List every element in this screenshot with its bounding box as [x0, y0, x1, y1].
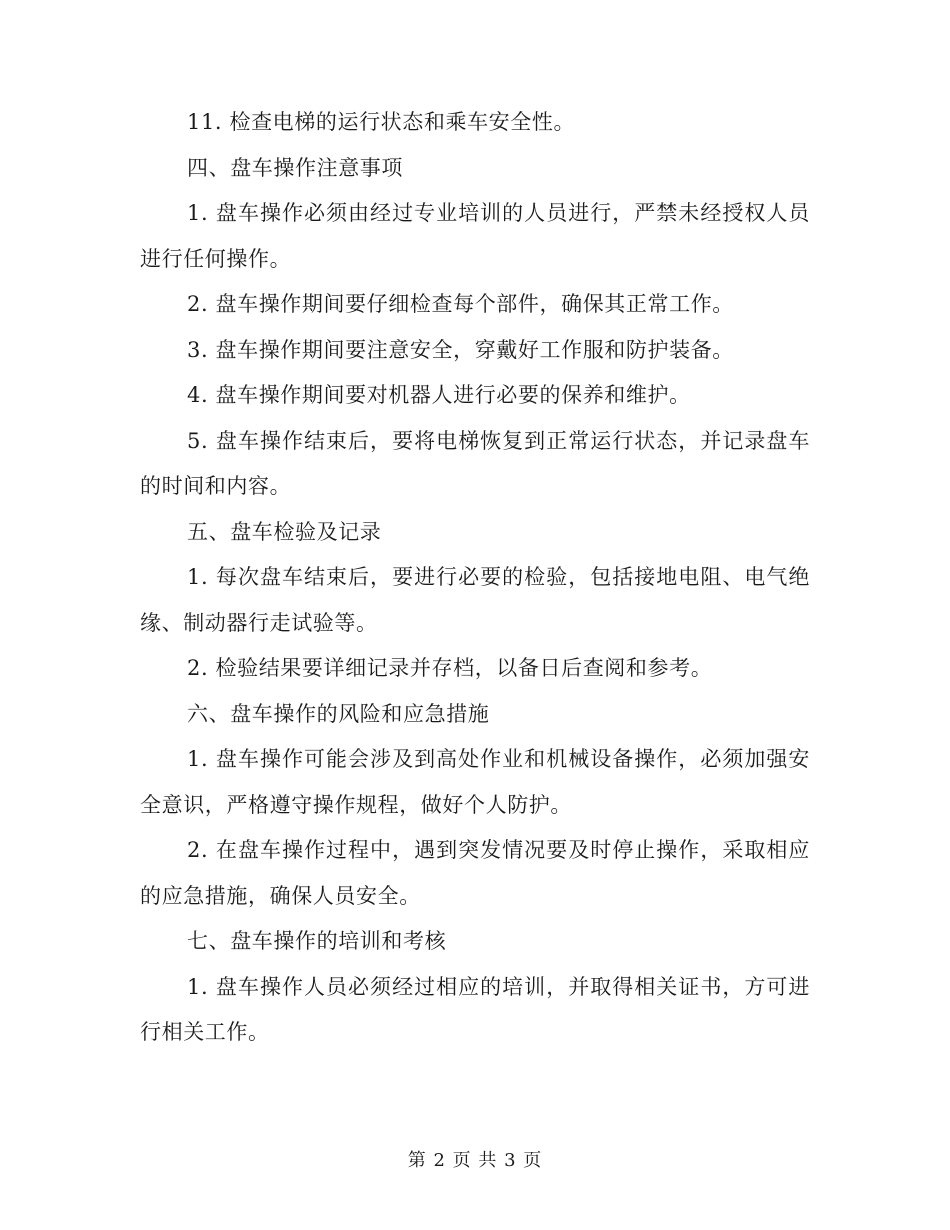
paragraph-risk-1: 1. 盘车操作可能会涉及到高处作业和机械设备操作，必须加强安全意识，严格遵守操作规程，做好个人防护。 [140, 747, 810, 817]
paragraph-item-check: 11. 检查电梯的运行状态和乘车安全性。 [187, 110, 576, 134]
page-number-footer: 第 2 页 共 3 页 [407, 1150, 543, 1171]
section-heading-risk: 六、盘车操作的风险和应急措施 [187, 701, 490, 726]
section-heading-precautions: 四、盘车操作注意事项 [187, 155, 403, 180]
paragraph-precaution-3: 3. 盘车操作期间要注意安全，穿戴好工作服和防护装备。 [187, 337, 734, 362]
paragraph-training-1: 1. 盘车操作人员必须经过相应的培训，并取得相关证书，方可进行相关工作。 [140, 974, 810, 1044]
paragraph-precaution-4: 4. 盘车操作期间要对机器人进行必要的保养和维护。 [187, 383, 691, 407]
paragraph-inspection-2: 2. 检验结果要详细记录并存档，以备日后查阅和参考。 [187, 656, 713, 680]
document-body [140, 100, 810, 1056]
paragraph-inspection-1: 1. 每次盘车结束后，要进行必要的检验，包括接地电阻、电气绝缘、制动器行走试验等。 [140, 565, 810, 635]
section-heading-inspection: 五、盘车检验及记录 [187, 519, 382, 544]
paragraph-precaution-1: 1. 盘车操作必须由经过专业培训的人员进行，严禁未经授权人员进行任何操作。 [140, 201, 810, 271]
paragraph-precaution-2: 2. 盘车操作期间要仔细检查每个部件，确保其正常工作。 [187, 292, 734, 316]
paragraph-precaution-5: 5. 盘车操作结束后，要将电梯恢复到正常运行状态，并记录盘车的时间和内容。 [140, 428, 810, 498]
paragraph-risk-2: 2. 在盘车操作过程中，遇到突发情况要及时停止操作，采取相应的应急措施，确保人员安全。 [140, 838, 810, 908]
section-heading-training: 七、盘车操作的培训和考核 [187, 929, 447, 953]
